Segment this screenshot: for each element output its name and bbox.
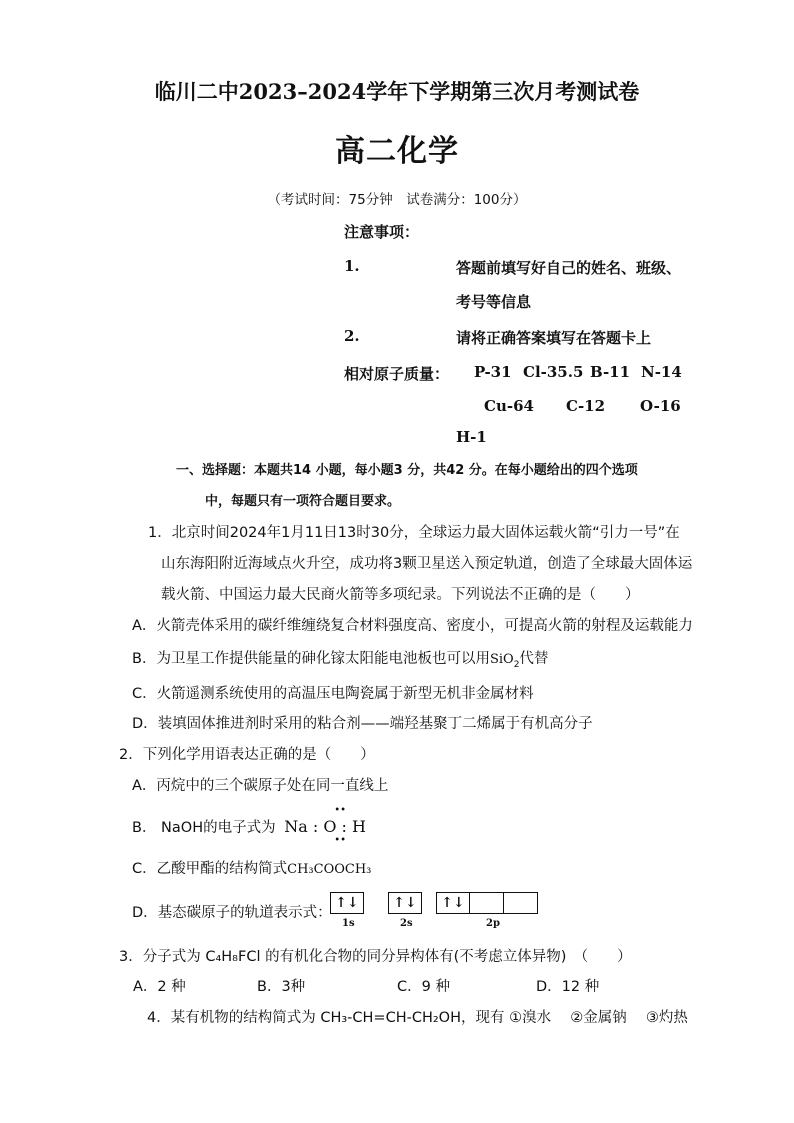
q1-option-b: B．为卫星工作提供能量的砷化镓太阳能电池板也可以用SiO$_2$代替	[132, 651, 549, 670]
atomic-mass-item: B-11	[590, 363, 631, 381]
q3-option-d: D．12 种	[536, 979, 600, 995]
atomic-mass-item: H-1	[456, 428, 487, 446]
q1-stem-line1: 1．北京时间2024年1月11日13时30分，全球运力最大固体运载火箭“引力一号”在	[148, 525, 680, 541]
orbital-box-1s: ↑↓	[330, 892, 364, 914]
orbital-box-2s: ↑↓	[388, 892, 422, 914]
q2-option-c: C．乙酸甲酯的结构简式CH₃COOCH₃	[132, 861, 372, 877]
atomic-mass-item: N-14	[641, 363, 682, 381]
notice-item-2-line1: 请将正确答案填写在答题卡上	[456, 329, 652, 347]
orbital-box-2p-2	[470, 892, 504, 914]
notice-heading: 注意事项：	[344, 223, 420, 241]
lone-pair-dots-top: ••	[334, 805, 347, 816]
q2-option-b: B． NaOH的电子式为 Na : O : H •• ••	[132, 805, 366, 846]
q3-option-a: A．2 种	[133, 979, 186, 995]
q1-stem-line2: 山东海阳附近海域点火升空，成功将3颗卫星送入预定轨道，创造了全球最大固体运	[161, 556, 693, 572]
q1-option-d: D．装填固体推进剂时采用的粘合剂——端羟基聚丁二烯属于有机高分子	[132, 716, 593, 732]
q2-option-a: A．丙烷中的三个碳原子处在同一直线上	[132, 778, 389, 794]
exam-info: （考试时间：75分钟 试卷满分：100分）	[267, 192, 527, 208]
atomic-mass-item: C-12	[566, 397, 606, 415]
q2-option-d: D．基态碳原子的轨道表示式：	[132, 905, 332, 921]
q2-stem: 2．下列化学用语表达正确的是（ ）	[119, 747, 375, 763]
orbital-box-2p-1: ↑↓	[436, 892, 470, 914]
q3-option-b: B．3种	[257, 979, 306, 995]
atomic-mass-label: 相对原子质量：	[344, 365, 450, 383]
orbital-label-2p: 2p	[486, 918, 500, 929]
atomic-mass-item: Cl-35.5	[523, 363, 584, 381]
notice-item-1-number: 1.	[344, 257, 360, 275]
orbital-diagram	[330, 892, 550, 932]
q3-option-c: C．9 种	[397, 979, 450, 995]
lone-pair-dots-bottom: ••	[334, 835, 347, 846]
section-heading-line1: 一、选择题：本题共14 小题，每小题3 分，共42 分。在每小题给出的四个选项	[176, 463, 638, 478]
atomic-mass-item: P-31	[474, 363, 512, 381]
atomic-mass-item: O-16	[640, 397, 681, 415]
section-heading-line2: 中，每题只有一项符合题目要求。	[205, 494, 401, 509]
orbital-box-2p-3	[504, 892, 538, 914]
subject-title: 高二化学	[335, 134, 459, 169]
q3-stem: 3．分子式为 C₄H₈FCl 的有机化合物的同分异构体有(不考虑立体异物) （ ）	[119, 949, 632, 965]
orbital-label-1s: 1s	[342, 918, 355, 929]
q1-stem-line3: 载火箭、中国运力最大民商火箭等多项纪录。下列说法不正确的是（ ）	[161, 587, 640, 603]
exam-title: 临川二中2023–2024学年下学期第三次月考测试卷	[154, 79, 640, 104]
notice-item-2-number: 2.	[344, 327, 360, 345]
atomic-mass-item: Cu-64	[484, 397, 534, 415]
q1-option-a: A．火箭壳体采用的碳纤维缠绕复合材料强度高、密度小，可提高火箭的射程及运载能力	[132, 618, 693, 634]
q1-option-c: C．火箭遥测系统使用的高温压电陶瓷属于新型无机非金属材料	[132, 686, 534, 702]
q4-stem: 4．某有机物的结构简式为 CH₃-CH=CH-CH₂OH，现有 ①溴水 ②金属钠 ③灼热	[147, 1010, 688, 1026]
notice-item-1-line2: 考号等信息	[456, 293, 532, 311]
notice-item-1-line1: 答题前填写好自己的姓名、班级、	[456, 259, 682, 277]
orbital-label-2s: 2s	[400, 918, 413, 929]
